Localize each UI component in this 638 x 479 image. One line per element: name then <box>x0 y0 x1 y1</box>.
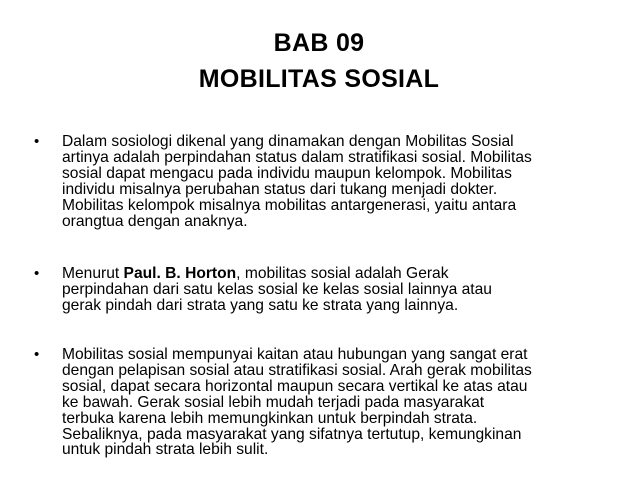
bullet-item-relation <box>34 347 624 458</box>
bullet-icon: • <box>34 346 40 363</box>
text-line: ke bawah. Gerak sosial lebih mudah terjadi pada masyarakat <box>62 393 485 411</box>
text-line: gerak pindah dari strata yang satu ke strata yang lainnya. <box>62 296 459 314</box>
slide-title-chapter: BAB 09 <box>273 29 365 57</box>
text-line: terbuka karena lebih memungkinkan untuk berpindah strata. <box>62 409 478 427</box>
bullet-item-horton <box>34 266 624 314</box>
text-line: untuk pindah strata lebih sulit. <box>62 441 269 459</box>
text-line: sosial dapat mengacu pada individu maupun kelompok. Mobilitas <box>62 164 512 182</box>
text-line: dengan pelapisan sosial atau stratifikasi sosial. Arah gerak mobilitas <box>62 361 532 379</box>
author-name: Paul. B. Horton <box>123 265 237 282</box>
text-line: perpindahan dari satu kelas sosial ke kelas sosial lainnya atau <box>62 280 492 298</box>
text-line: orangtua dengan anaknya. <box>62 212 248 230</box>
text-rest: , mobilitas sosial adalah Gerak <box>236 265 449 282</box>
text-line <box>62 266 624 282</box>
text-prefix: Menurut <box>62 265 124 282</box>
text-line: Mobilitas kelompok misalnya mobilitas antargenerasi, yaitu antara <box>62 196 517 214</box>
text-line: individu misalnya perubahan status dari tukang menjadi dokter. <box>62 180 498 198</box>
slide-title-topic: MOBILITAS SOSIAL <box>198 65 440 93</box>
bullet-item-definition <box>34 134 624 229</box>
text-line: sosial, dapat secara horizontal maupun secara vertikal ke atas atau <box>62 377 528 395</box>
text-line: artinya adalah perpindahan status dalam stratifikasi sosial. Mobilitas <box>62 148 532 166</box>
text-line: Mobilitas sosial mempunyai kaitan atau hubungan yang sangat erat <box>62 346 528 363</box>
text-line: Sebaliknya, pada masyarakat yang sifatnya tertutup, kemungkinan <box>62 425 522 443</box>
bullet-icon: • <box>34 265 40 282</box>
text-line: Dalam sosiologi dikenal yang dinamakan dengan Mobilitas Sosial <box>62 133 514 150</box>
bullet-icon: • <box>34 133 40 150</box>
